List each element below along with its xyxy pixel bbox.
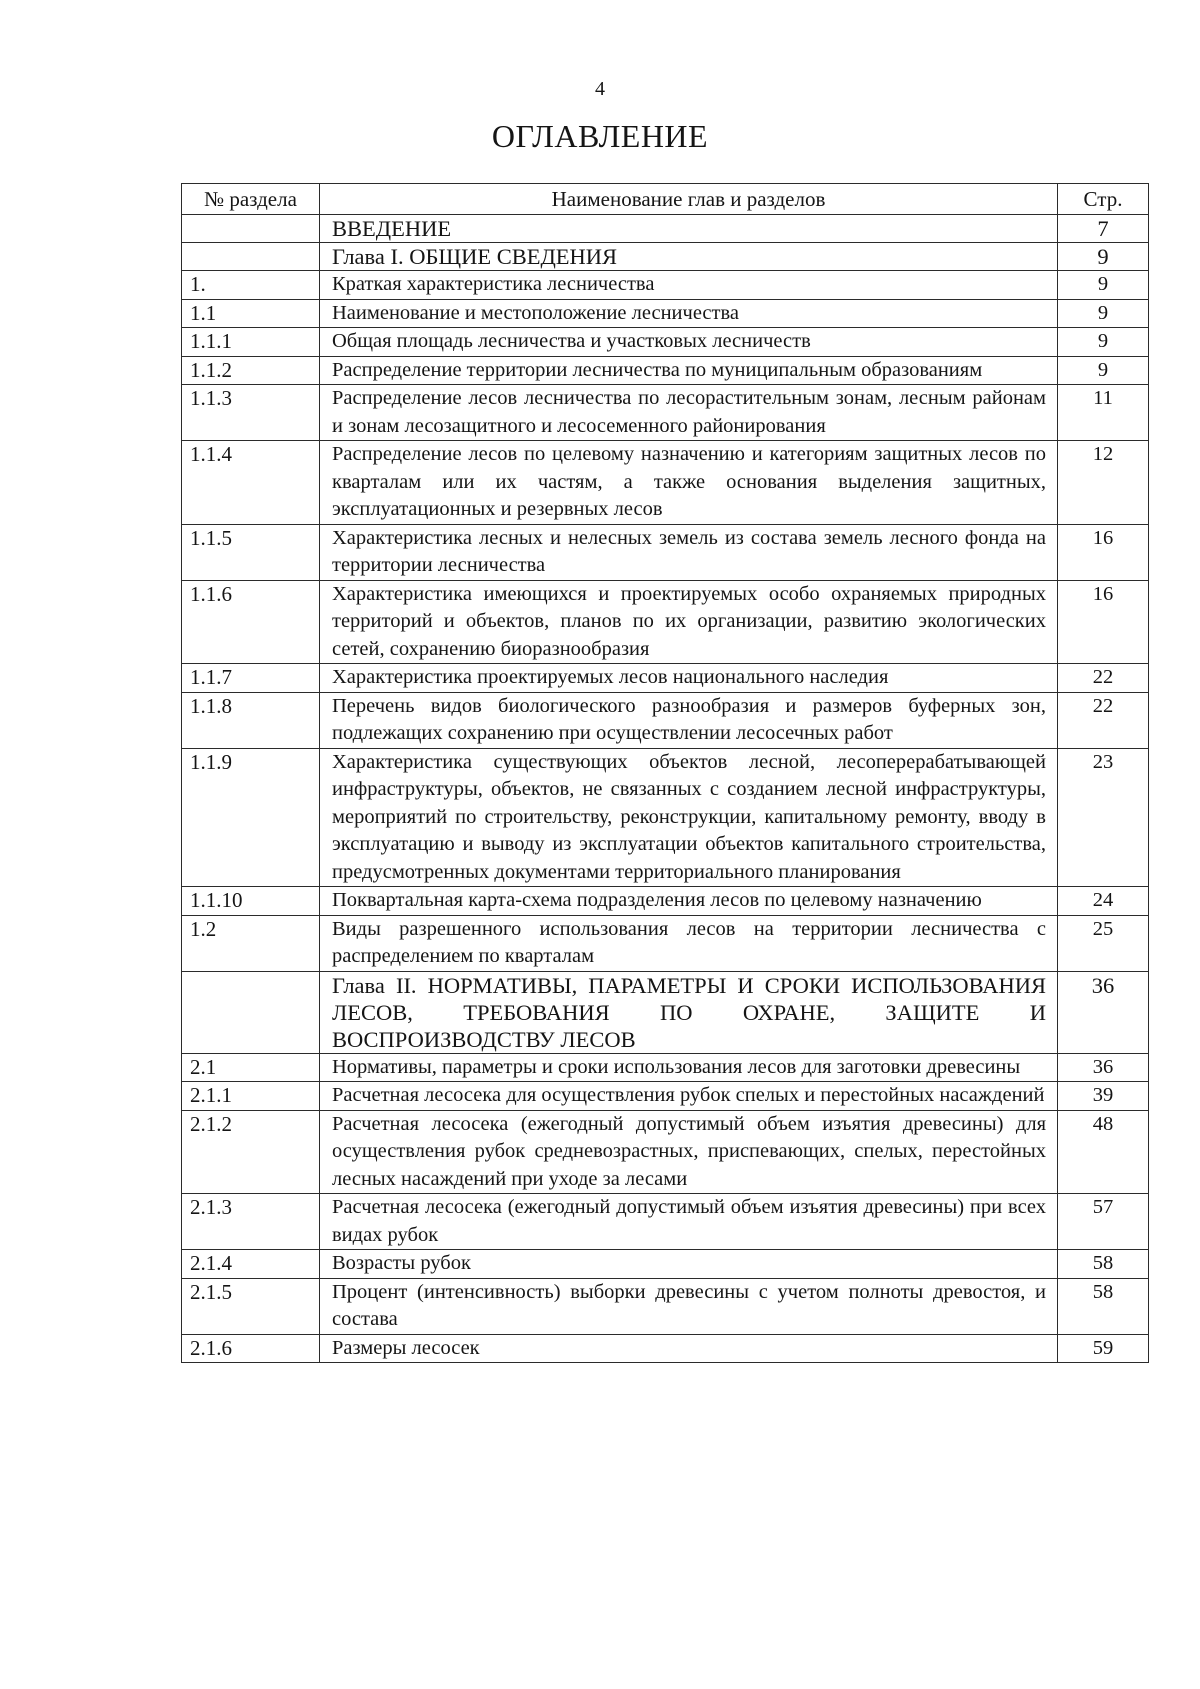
section-page: 9 bbox=[1058, 356, 1149, 385]
section-number: 2.1.5 bbox=[182, 1278, 320, 1334]
toc-row bbox=[182, 441, 1149, 525]
section-page: 25 bbox=[1058, 915, 1149, 971]
section-page: 16 bbox=[1058, 524, 1149, 580]
toc-row bbox=[182, 1250, 1149, 1279]
section-title: Характеристика существующих объектов лесной, лесоперерабатывающей инфраструктуры, объектов, не связанных с созданием лесной инфраструктуры, мероприятий по строительству, реконструкции, капитальному ремонту, вводу в эксплуатацию и выводу из эксплуатации объектов капитального строительства, предусмотренных документами территориального планирования bbox=[320, 748, 1058, 887]
section-title: Виды разрешенного использования лесов на территории лесничества с распределением по кварталам bbox=[320, 915, 1058, 971]
section-number: 2.1 bbox=[182, 1053, 320, 1082]
section-number: 1.1.8 bbox=[182, 692, 320, 748]
section-title: Характеристика лесных и нелесных земель из состава земель лесного фонда на территории лесничества bbox=[320, 524, 1058, 580]
section-number bbox=[182, 243, 320, 271]
section-page: 24 bbox=[1058, 887, 1149, 916]
page-number: 4 bbox=[595, 78, 605, 100]
section-number bbox=[182, 215, 320, 243]
section-number: 1.1.9 bbox=[182, 748, 320, 887]
section-page: 22 bbox=[1058, 664, 1149, 693]
section-page: 59 bbox=[1058, 1334, 1149, 1363]
section-title: Наименование и местоположение лесничества bbox=[320, 299, 1058, 328]
toc-header-row bbox=[182, 184, 1149, 215]
section-number: 2.1.3 bbox=[182, 1194, 320, 1250]
section-number: 1.1.2 bbox=[182, 356, 320, 385]
section-page: 9 bbox=[1058, 328, 1149, 357]
section-number: 1.1.1 bbox=[182, 328, 320, 357]
section-number: 2.1.1 bbox=[182, 1082, 320, 1111]
section-number: 2.1.4 bbox=[182, 1250, 320, 1279]
section-page: 36 bbox=[1058, 1053, 1149, 1082]
section-title: Распределение лесов лесничества по лесорастительным зонам, лесным районам и зонам лесозащитного и лесосеменного районирования bbox=[320, 385, 1058, 441]
toc-row bbox=[182, 243, 1149, 271]
toc-table bbox=[181, 183, 1149, 1363]
toc-row bbox=[182, 385, 1149, 441]
section-title: Глава I. ОБЩИЕ СВЕДЕНИЯ bbox=[320, 243, 1058, 271]
toc-row bbox=[182, 692, 1149, 748]
toc-row bbox=[182, 299, 1149, 328]
section-page: 9 bbox=[1058, 271, 1149, 300]
section-title: Краткая характеристика лесничества bbox=[320, 271, 1058, 300]
section-title: Поквартальная карта-схема подразделения лесов по целевому назначению bbox=[320, 887, 1058, 916]
section-title: Перечень видов биологического разнообразия и размеров буферных зон, подлежащих сохранению при осуществлении лесосечных работ bbox=[320, 692, 1058, 748]
section-page: 23 bbox=[1058, 748, 1149, 887]
toc-row bbox=[182, 356, 1149, 385]
toc-row bbox=[182, 887, 1149, 916]
toc-row bbox=[182, 1110, 1149, 1194]
toc-row bbox=[182, 1194, 1149, 1250]
section-number: 1.1.3 bbox=[182, 385, 320, 441]
section-title: Характеристика имеющихся и проектируемых особо охраняемых природных территорий и объектов, планов по их организации, развитию экологических сетей, сохранению биоразнообразия bbox=[320, 580, 1058, 664]
section-title: Размеры лесосек bbox=[320, 1334, 1058, 1363]
section-title: Нормативы, параметры и сроки использования лесов для заготовки древесины bbox=[320, 1053, 1058, 1082]
page-title: ОГЛАВЛЕНИЕ bbox=[491, 118, 709, 154]
header-page: Стр. bbox=[1058, 184, 1149, 215]
section-page: 58 bbox=[1058, 1250, 1149, 1279]
toc-row bbox=[182, 748, 1149, 887]
section-title: Характеристика проектируемых лесов национального наследия bbox=[320, 664, 1058, 693]
toc-row bbox=[182, 271, 1149, 300]
section-title: Расчетная лесосека (ежегодный допустимый объем изъятия древесины) для осуществления рубок средневозрастных, приспевающих, спелых, перестойных лесных насаждений при уходе за лесами bbox=[320, 1110, 1058, 1194]
header-section-name: Наименование глав и разделов bbox=[320, 184, 1058, 215]
section-number: 1.1.4 bbox=[182, 441, 320, 525]
section-number: 2.1.6 bbox=[182, 1334, 320, 1363]
section-page: 9 bbox=[1058, 299, 1149, 328]
section-number: 1.1.6 bbox=[182, 580, 320, 664]
toc-row bbox=[182, 915, 1149, 971]
section-number: 1.1.10 bbox=[182, 887, 320, 916]
toc-row bbox=[182, 580, 1149, 664]
section-title: Распределение лесов по целевому назначению и категориям защитных лесов по кварталам или их частям, а также основания выделения защитных, эксплуатационных и резервных лесов bbox=[320, 441, 1058, 525]
toc-row bbox=[182, 664, 1149, 693]
section-page: 36 bbox=[1058, 971, 1149, 1053]
section-number: 1. bbox=[182, 271, 320, 300]
section-page: 48 bbox=[1058, 1110, 1149, 1194]
section-page: 39 bbox=[1058, 1082, 1149, 1111]
section-title: Глава II. НОРМАТИВЫ, ПАРАМЕТРЫ И СРОКИ ИСПОЛЬЗОВАНИЯ ЛЕСОВ, ТРЕБОВАНИЯ ПО ОХРАНЕ, ЗАЩИТЕ И ВОСПРОИЗВОДСТВУ ЛЕСОВ bbox=[320, 971, 1058, 1053]
section-title: ВВЕДЕНИЕ bbox=[320, 215, 1058, 243]
toc-row bbox=[182, 1053, 1149, 1082]
section-title: Расчетная лесосека для осуществления рубок спелых и перестойных насаждений bbox=[320, 1082, 1058, 1111]
section-number: 1.1.7 bbox=[182, 664, 320, 693]
header-section-number: № раздела bbox=[182, 184, 320, 215]
section-number: 1.1.5 bbox=[182, 524, 320, 580]
toc-row bbox=[182, 971, 1149, 1053]
section-number: 1.1 bbox=[182, 299, 320, 328]
section-page: 58 bbox=[1058, 1278, 1149, 1334]
toc-row bbox=[182, 1334, 1149, 1363]
section-page: 16 bbox=[1058, 580, 1149, 664]
section-title: Распределение территории лесничества по муниципальным образованиям bbox=[320, 356, 1058, 385]
toc-row bbox=[182, 1082, 1149, 1111]
section-title: Возрасты рубок bbox=[320, 1250, 1058, 1279]
section-page: 9 bbox=[1058, 243, 1149, 271]
toc-row bbox=[182, 1278, 1149, 1334]
toc-row bbox=[182, 328, 1149, 357]
toc-row bbox=[182, 524, 1149, 580]
section-title: Процент (интенсивность) выборки древесины с учетом полноты древостоя, и состава bbox=[320, 1278, 1058, 1334]
section-page: 57 bbox=[1058, 1194, 1149, 1250]
section-number: 2.1.2 bbox=[182, 1110, 320, 1194]
section-number bbox=[182, 971, 320, 1053]
toc-row bbox=[182, 215, 1149, 243]
section-page: 7 bbox=[1058, 215, 1149, 243]
section-page: 12 bbox=[1058, 441, 1149, 525]
section-number: 1.2 bbox=[182, 915, 320, 971]
section-page: 22 bbox=[1058, 692, 1149, 748]
section-page: 11 bbox=[1058, 385, 1149, 441]
section-title: Общая площадь лесничества и участковых лесничеств bbox=[320, 328, 1058, 357]
section-title: Расчетная лесосека (ежегодный допустимый объем изъятия древесины) при всех видах рубок bbox=[320, 1194, 1058, 1250]
